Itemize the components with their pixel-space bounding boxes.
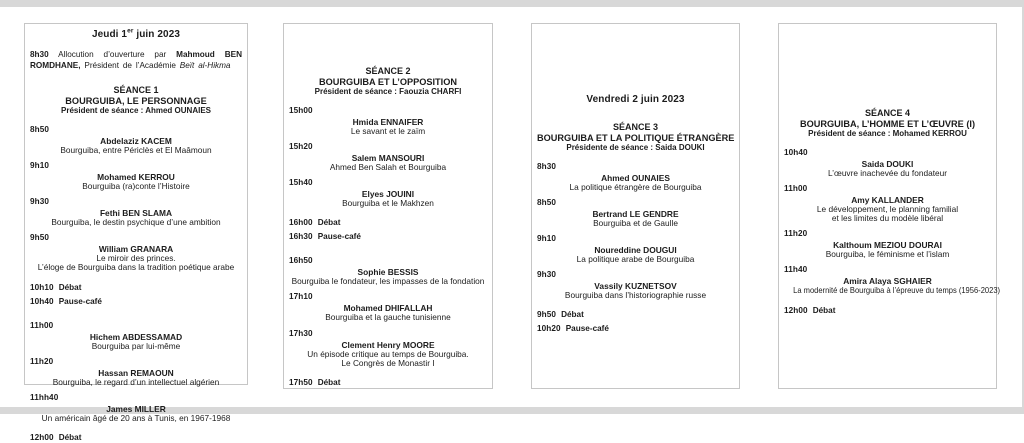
session-number: SÉANCE 3	[537, 122, 734, 133]
time-row	[289, 290, 487, 302]
talk-block	[30, 208, 242, 227]
time-row	[30, 123, 242, 135]
session-title: BOURGUIBA, LE PERSONNAGE	[30, 96, 242, 107]
session-title: BOURGUIBA ET LA POLITIQUE ÉTRANGÈRE	[537, 133, 734, 144]
session-number: SÉANCE 4	[784, 108, 991, 119]
talk-title-line: Un épisode critique au temps de Bourguiba.	[289, 350, 487, 359]
time-label: 9h50	[30, 233, 49, 242]
talk-block	[289, 189, 487, 208]
time-row	[289, 104, 487, 116]
time-row	[30, 159, 242, 171]
speaker-name: Elyes JOUINI	[289, 189, 487, 199]
day-header	[537, 94, 734, 106]
talk-block	[289, 267, 487, 286]
speaker-name: Sophie BESSIS	[289, 267, 487, 277]
time-label: 8h50	[30, 125, 49, 134]
time-label: 11hh40	[30, 393, 58, 402]
time-row	[537, 232, 734, 244]
talk-block	[289, 153, 487, 172]
time-label: 9h30	[30, 197, 49, 206]
schedule-talk-slot	[784, 146, 991, 178]
time-label: 10h40	[30, 297, 54, 306]
talk-block	[289, 340, 487, 368]
session-header	[784, 108, 991, 140]
schedule-talk-slot	[289, 140, 487, 172]
time-label: 11h00	[30, 321, 53, 330]
time-row	[289, 254, 487, 266]
talk-title-line: Bourguiba le fondateur, les impasses de la fondation	[289, 277, 487, 286]
time-label: 16h30	[289, 232, 313, 241]
speaker-name: Ahmed OUNAIES	[537, 173, 734, 183]
time-label: 15h20	[289, 142, 313, 151]
day-header-text: Jeudi 1	[92, 29, 127, 40]
speaker-name: William GRANARA	[30, 244, 242, 254]
schedule-list	[537, 160, 734, 335]
schedule-talk-slot	[30, 159, 242, 191]
break-label: Débat	[59, 433, 82, 442]
time-label: 15h00	[289, 106, 313, 115]
speaker-name: Clement Henry MOORE	[289, 340, 487, 350]
schedule-talk-slot	[289, 104, 487, 136]
talk-block	[537, 245, 734, 264]
program-panel-thursday-morning	[24, 23, 248, 385]
time-label: 12h00	[30, 433, 54, 442]
time-label: 9h10	[30, 161, 49, 170]
schedule-talk-slot	[537, 196, 734, 228]
schedule-talk-slot	[30, 123, 242, 155]
talk-block	[30, 172, 242, 191]
time-label: 17h10	[289, 292, 313, 301]
talk-block	[289, 117, 487, 136]
break-label: Débat	[59, 283, 82, 292]
talk-block	[537, 173, 734, 192]
talk-title-line: Bourguiba, le destin psychique d’une ambition	[30, 218, 242, 227]
talk-title-line: L’éloge de Bourguiba dans la tradition poétique arabe	[30, 263, 242, 272]
time-row	[30, 231, 242, 243]
schedule-talk-slot	[30, 355, 242, 387]
time-row	[30, 195, 242, 207]
opening-institution: Beït al-Hikma	[180, 61, 231, 70]
time-row	[784, 263, 991, 275]
talk-block	[30, 404, 242, 423]
time-row	[784, 146, 991, 158]
schedule-talk-slot	[537, 232, 734, 264]
talk-title-line: La politique étrangère de Bourguiba	[537, 183, 734, 192]
time-label: 16h00	[289, 218, 313, 227]
break-label: Débat	[318, 218, 341, 227]
break-label: Débat	[561, 310, 584, 319]
schedule-talk-slot	[30, 231, 242, 272]
time-row	[537, 196, 734, 208]
speaker-name: Salem MANSOURI	[289, 153, 487, 163]
session-number: SÉANCE 1	[30, 85, 242, 96]
break-label: Débat	[813, 306, 836, 315]
session-header	[30, 85, 242, 117]
schedule-talk-slot	[784, 227, 991, 259]
time-label: 10h10	[30, 283, 54, 292]
schedule-talk-slot	[784, 263, 991, 295]
session-number: SÉANCE 2	[289, 66, 487, 77]
schedule-break-row	[289, 376, 487, 388]
talk-title-line: Le Congrès de Monastir I	[289, 359, 487, 368]
time-label: 10h20	[537, 324, 561, 333]
time-label: 9h50	[537, 310, 556, 319]
time-row	[537, 268, 734, 280]
talk-block	[784, 276, 991, 295]
schedule-talk-slot	[289, 290, 487, 322]
time-row	[784, 227, 991, 239]
break-label: Débat	[318, 378, 341, 387]
talk-title-line: Ahmed Ben Salah et Bourguiba	[289, 163, 487, 172]
schedule-list	[30, 123, 242, 443]
time-label: 10h40	[784, 148, 808, 157]
schedule-list	[784, 146, 991, 316]
session-title: BOURGUIBA ET L’OPPOSITION	[289, 77, 487, 88]
schedule-break-row	[784, 304, 991, 316]
session-chair: Présidente de séance : Saida DOUKI	[537, 143, 734, 154]
opening-time: 8h30	[30, 50, 49, 59]
talk-title-line: La politique arabe de Bourguiba	[537, 255, 734, 264]
time-label: 8h30	[537, 162, 556, 171]
session-chair: Président de séance : Ahmed OUNAIES	[30, 106, 242, 117]
talk-title-line: Bourguiba et le Makhzen	[289, 199, 487, 208]
session-title: BOURGUIBA, L’HOMME ET L’ŒUVRE (I)	[784, 119, 991, 130]
schedule-break-row	[30, 295, 242, 307]
schedule-talk-slot	[537, 160, 734, 192]
time-row	[30, 391, 242, 403]
time-label: 8h50	[537, 198, 556, 207]
talk-block	[784, 159, 991, 178]
talk-block	[30, 244, 242, 272]
time-row	[30, 319, 242, 331]
time-label: 11h20	[30, 357, 53, 366]
day-header-text: juin 2023	[133, 29, 180, 40]
talk-title-line: Bourguiba et de Gaulle	[537, 219, 734, 228]
session-header	[537, 122, 734, 154]
talk-block	[30, 332, 242, 351]
schedule-talk-slot	[537, 268, 734, 300]
schedule-break-row	[30, 431, 242, 443]
schedule-break-row	[537, 308, 734, 320]
program-panel-thursday-afternoon	[283, 23, 493, 389]
schedule-talk-slot	[784, 182, 991, 223]
session-chair: Président de séance : Mohamed KERROU	[784, 129, 991, 140]
talk-block	[289, 303, 487, 322]
program-panel-friday-early	[531, 23, 740, 389]
session-header	[289, 66, 487, 98]
schedule-talk-slot	[289, 176, 487, 208]
program-panel-friday-late-morning	[778, 23, 997, 389]
speaker-name: Vassily KUZNETSOV	[537, 281, 734, 291]
time-row	[289, 176, 487, 188]
talk-title-line: Le savant et le zaïm	[289, 127, 487, 136]
speaker-name: Bertrand LE GENDRE	[537, 209, 734, 219]
schedule-break-row	[289, 216, 487, 228]
session-chair: Président de séance : Faouzia CHARFI	[289, 87, 487, 98]
speaker-name: Amy KALLANDER	[784, 195, 991, 205]
schedule-talk-slot	[30, 195, 242, 227]
speaker-name: Mohamed DHIFALLAH	[289, 303, 487, 313]
schedule-talk-slot	[289, 254, 487, 286]
schedule-talk-slot	[289, 327, 487, 368]
opening-speaker: Mahmoud BEN ROMDHANE,	[30, 50, 242, 70]
time-label: 17h30	[289, 329, 313, 338]
time-row	[30, 355, 242, 367]
talk-title-line: L’œuvre inachevée du fondateur	[784, 169, 991, 178]
talk-block	[30, 368, 242, 387]
speaker-name: Saida DOUKI	[784, 159, 991, 169]
schedule-break-row	[289, 230, 487, 242]
day-header	[30, 29, 242, 41]
talk-title-line: La modernité de Bourguiba à l’épreuve du temps (1956-2023)	[793, 286, 982, 295]
talk-title-line: Bourguiba et la gauche tunisienne	[289, 313, 487, 322]
break-label: Pause-café	[318, 232, 361, 241]
speaker-name: Noureddine DOUGUI	[537, 245, 734, 255]
time-label: 16h50	[289, 256, 313, 265]
talk-block	[30, 136, 242, 155]
talk-block	[784, 195, 991, 223]
day-header-text: Vendredi 2 juin 2023	[586, 94, 684, 105]
speaker-name: James MILLER	[30, 404, 242, 414]
time-row	[289, 140, 487, 152]
time-row	[784, 182, 991, 194]
speaker-name: Amira Alaya SGHAIER	[784, 276, 991, 286]
talk-title-line: Bourguiba, le féminisme et l’islam	[784, 250, 991, 259]
speaker-name: Hichem ABDESSAMAD	[30, 332, 242, 342]
schedule-break-row	[537, 322, 734, 334]
talk-title-line: Bourguiba, entre Périclès et El Maâmoun	[30, 146, 242, 155]
time-label: 15h40	[289, 178, 313, 187]
time-row	[537, 160, 734, 172]
talk-title-line: Un américain âgé de 20 ans à Tunis, en 1967-1968	[30, 414, 242, 423]
page-frame-top	[0, 0, 1024, 7]
speaker-name: Hassan REMAOUN	[30, 368, 242, 378]
talk-title-line: et les limites du modèle libéral	[784, 214, 991, 223]
schedule-talk-slot	[30, 391, 242, 423]
talk-title-line: Le développement, le planning familial	[784, 205, 991, 214]
talk-title-line: Bourguiba (ra)conte l’Histoire	[30, 182, 242, 191]
time-label: 11h40	[784, 265, 807, 274]
opening-text: Président de l’Académie	[81, 61, 180, 70]
talk-title-line: Bourguiba dans l’historiographie russe	[537, 291, 734, 300]
time-label: 9h30	[537, 270, 556, 279]
talk-title-line: Le miroir des princes.	[30, 254, 242, 263]
speaker-name: Mohamed KERROU	[30, 172, 242, 182]
talk-title-line: Bourguiba, le regard d’un intellectuel algérien	[30, 378, 242, 387]
talk-block	[784, 240, 991, 259]
opening-address	[30, 50, 242, 71]
talk-block	[537, 281, 734, 300]
day-header-ordinal: er	[127, 28, 133, 35]
time-row	[289, 327, 487, 339]
time-label: 12h00	[784, 306, 808, 315]
time-label: 11h00	[784, 184, 807, 193]
time-label: 17h50	[289, 378, 313, 387]
speaker-name: Kalthoum MEZIOU DOURAI	[784, 240, 991, 250]
schedule-break-row	[30, 281, 242, 293]
break-label: Pause-café	[566, 324, 609, 333]
break-label: Pause-café	[59, 297, 102, 306]
time-label: 11h20	[784, 229, 807, 238]
schedule-talk-slot	[30, 319, 242, 351]
talk-title-line: Bourguiba par lui-même	[30, 342, 242, 351]
speaker-name: Hmida ENNAIFER	[289, 117, 487, 127]
speaker-name: Fethi BEN SLAMA	[30, 208, 242, 218]
speaker-name: Abdelaziz KACEM	[30, 136, 242, 146]
talk-block	[537, 209, 734, 228]
opening-text: Allocution d’ouverture par	[49, 50, 176, 59]
schedule-list	[289, 104, 487, 388]
time-label: 9h10	[537, 234, 556, 243]
